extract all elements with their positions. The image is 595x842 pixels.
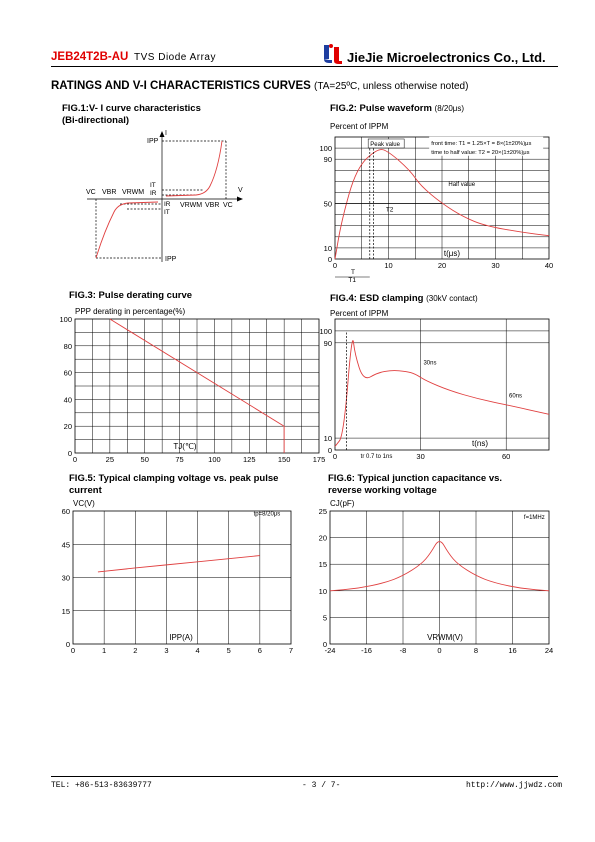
section-title-main: RATINGS AND V-I CHARACTERISTICS CURVES <box>51 80 311 92</box>
fig6-xtick: 24 <box>544 646 554 655</box>
fig4-ytick: 100 <box>319 326 332 336</box>
fig6-title-line1: FIG.6: Typical junction capacitance vs. <box>328 473 503 484</box>
fig1-label-ir-top: IR <box>150 190 157 197</box>
fig2-title-text: FIG.2: Pulse waveform <box>330 103 432 114</box>
fig6-ytick: 0 <box>322 640 327 649</box>
fig5-ytick: 0 <box>65 640 70 649</box>
fig6-ytick: 25 <box>318 507 327 516</box>
fig6-ytick: 10 <box>318 586 327 596</box>
fig3-xtick: 175 <box>312 455 326 464</box>
fig3-xlabel: TJ(℃) <box>173 442 197 451</box>
fig6-ytick: 20 <box>318 533 327 543</box>
fig3-ytick: 80 <box>63 341 72 351</box>
fig5-xtick: 6 <box>257 646 262 655</box>
fig4-xtick: 0 <box>332 452 338 461</box>
fig1-label-i: I <box>165 130 167 137</box>
fig5-clamping-chart <box>62 507 293 655</box>
fig2-xtick: 30 <box>491 261 500 270</box>
fig5-xtick: 0 <box>70 646 76 655</box>
fig6-title-line2: reverse working voltage <box>328 485 437 496</box>
fig1-label-it-bottom: IT <box>164 209 170 216</box>
fig6-note: f=1MHz <box>523 514 545 521</box>
fig5-xlabel: IPP(A) <box>169 633 193 642</box>
fig1-label-ipp-top: IPP <box>147 138 159 145</box>
fig2-title-note: (8/20μs) <box>434 104 465 113</box>
fig2-ytick: 90 <box>323 155 332 165</box>
fig5-xtick: 2 <box>133 646 138 655</box>
fig2-half-label: Half value <box>448 181 476 188</box>
fig5-note: tp=8/20μs <box>253 511 281 518</box>
fig2-xtick: 0 <box>332 261 338 270</box>
fig3-xtick: 100 <box>208 455 221 464</box>
fig6-ylabel: CJ(pF) <box>330 499 355 508</box>
section-title-condition: (TA=25ºC, unless otherwise noted) <box>314 81 469 92</box>
fig3-xtick: 150 <box>277 455 291 464</box>
fig4-xtick: 30 <box>416 452 425 461</box>
fig5-ytick: 15 <box>61 606 70 616</box>
fig1-curve-pos <box>166 141 222 196</box>
fig1-label-v: V <box>238 187 243 194</box>
fig5-ytick: 30 <box>61 573 70 583</box>
company-name: JieJie Microelectronics Co., Ltd. <box>347 50 546 65</box>
fig5-xtick: 5 <box>226 646 231 655</box>
fig1-label-ipp-bottom: IPP <box>165 256 177 263</box>
fig5-ytick: 60 <box>61 507 70 516</box>
fig4-title-text: FIG.4: ESD clamping <box>330 293 424 304</box>
fig6-xtick: 8 <box>473 646 479 655</box>
fig3-xtick: 125 <box>243 455 256 464</box>
fig3-ytick: 40 <box>63 395 72 405</box>
part-number: JEB24T2B-AU <box>51 51 129 63</box>
fig2-t1-label: T1 <box>348 277 356 284</box>
fig1-title-line1: FIG.1:V- I curve characteristics <box>62 103 201 114</box>
fig3-xtick: 75 <box>175 455 184 464</box>
fig4-xlabel: t(ns) <box>472 439 488 448</box>
fig6-capacitance-chart <box>319 507 554 655</box>
fig2-xtick: 20 <box>437 261 447 270</box>
fig5-xtick: 3 <box>164 646 169 655</box>
fig3-ytick: 100 <box>59 315 72 324</box>
fig2-xtick: 10 <box>384 261 393 270</box>
fig1-label-vrwm-right: VRWM <box>180 202 203 209</box>
fig2-ytick: 10 <box>323 243 332 253</box>
fig2-peak-label: Peak value <box>370 141 400 148</box>
fig4-xtick: 60 <box>502 452 511 461</box>
footer-page: - 3 / 7- <box>302 781 341 790</box>
fig6-xtick: -8 <box>399 646 407 655</box>
fig6-ytick: 5 <box>322 613 327 623</box>
fig5-curve <box>98 556 260 572</box>
fig5-xtick: 4 <box>195 646 200 655</box>
footer-url: http://www.jjwdz.com <box>466 781 563 790</box>
fig2-t2-label: T2 <box>385 206 394 214</box>
fig2-xlabel: t(μs) <box>443 249 461 258</box>
fig2-xtick: 40 <box>544 261 554 270</box>
fig6-xtick: -24 <box>324 646 336 655</box>
fig3-ylabel: PPP derating in percentage(%) <box>75 307 186 316</box>
fig2-ytick: 0 <box>327 255 332 264</box>
fig4-a60: 60ns <box>509 393 523 400</box>
fig2-ytick: 100 <box>319 144 332 154</box>
fig6-xtick: -16 <box>361 646 372 655</box>
fig6-xtick: 16 <box>508 646 517 655</box>
fig1-label-vbr-left: VBR <box>102 189 117 196</box>
fig2-ylabel: Percent of IPPM <box>330 122 389 131</box>
fig2-pulse-chart <box>319 137 553 284</box>
fig1-v-arrow <box>237 197 243 202</box>
fig6-xlabel: VRWM(V) <box>427 633 463 642</box>
fig2-note2: time to half value: T2 = 20×(1±20%)μs <box>431 149 530 156</box>
fig4-ylabel: Percent of IPPM <box>330 309 389 318</box>
footer-tel: TEL: +86-513-83639777 <box>51 781 152 790</box>
fig1-label-vc-left: VC <box>86 189 96 196</box>
fig4-title-note: (30kV contact) <box>426 294 478 303</box>
fig1-curve-neg <box>96 202 158 258</box>
fig1-label-vc-right: VC <box>223 202 233 209</box>
fig3-title: FIG.3: Pulse derating curve <box>69 290 193 301</box>
fig5-ylabel: VC(V) <box>73 499 95 508</box>
fig2-ytick: 50 <box>323 199 332 209</box>
fig3-ytick: 60 <box>63 368 72 378</box>
fig1-i-arrow <box>160 131 165 137</box>
fig1-label-ir-bottom: IR <box>164 201 171 208</box>
fig1-vi-chart <box>86 130 243 263</box>
fig4-ytick: 90 <box>323 338 332 348</box>
fig2-note1: front time: T1 = 1.25×T = 8×(1±20%)μs <box>431 140 532 147</box>
fig4-frame <box>335 319 549 450</box>
fig3-derating-chart <box>59 315 325 464</box>
fig2-t-label: T <box>351 269 356 276</box>
fig6-xtick: 0 <box>437 646 442 655</box>
fig3-xtick: 25 <box>105 455 115 464</box>
fig5-title-line1: FIG.5: Typical clamping voltage vs. peak pulse <box>69 473 279 484</box>
fig4-tr: tr 0.7 to 1ns <box>360 454 393 460</box>
fig5-xtick: 7 <box>288 646 294 655</box>
fig3-xtick: 0 <box>72 455 78 464</box>
footer-rule <box>51 776 558 777</box>
fig5-xtick: 1 <box>102 646 107 655</box>
fig5-title-line2: current <box>69 485 102 496</box>
fig4-a30: 30ns <box>423 360 437 367</box>
fig1-label-it-top: IT <box>150 182 156 189</box>
fig3-xtick: 50 <box>140 455 149 464</box>
fig1-title-line2: (Bi-directional) <box>62 115 130 126</box>
fig5-ytick: 45 <box>61 540 70 550</box>
product-type: TVS Diode Array <box>134 52 216 63</box>
fig4-esd-chart <box>319 319 549 461</box>
fig6-ytick: 15 <box>318 560 327 570</box>
fig4-ytick: 0 <box>327 446 332 455</box>
fig4-ytick: 10 <box>323 434 332 444</box>
fig1-label-vbr-right: VBR <box>205 202 220 209</box>
fig3-ytick: 20 <box>63 422 72 432</box>
fig3-ytick: 0 <box>67 449 72 458</box>
fig1-label-vrwm-left: VRWM <box>122 189 145 196</box>
